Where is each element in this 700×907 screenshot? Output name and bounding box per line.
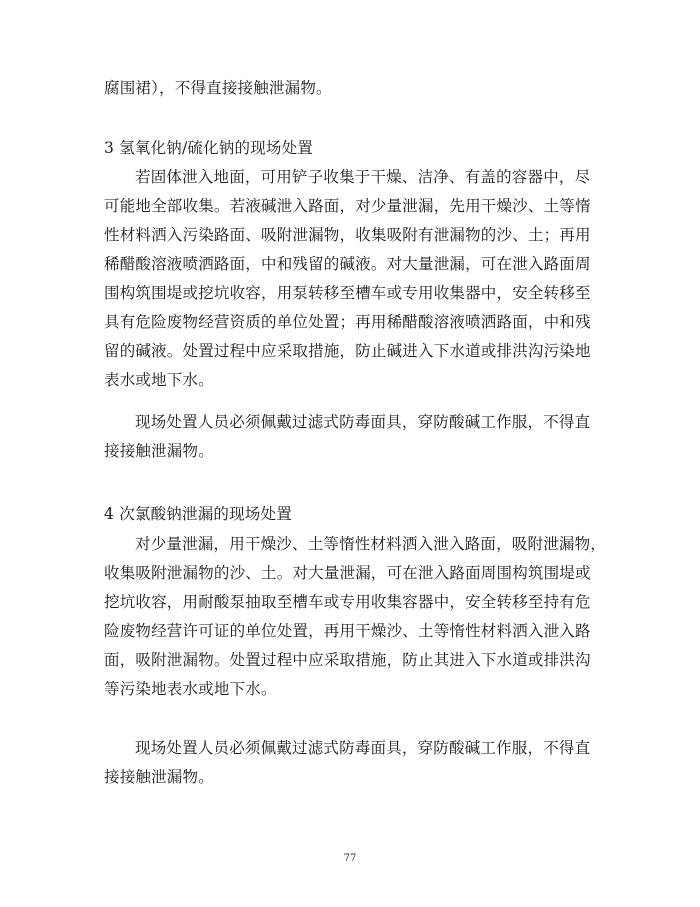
text-line: 性材料洒入污染路面、吸附泄漏物，收集吸附有泄漏物的沙、土；再用 xyxy=(104,226,591,244)
text-line: 险废物经营许可证的单位处置，再用干燥沙、土等惰性材料洒入泄入路 xyxy=(104,622,591,640)
text-line: 收集吸附泄漏物的沙、土。对大量泄漏，可在泄入路面周围构筑围堤或 xyxy=(104,564,591,582)
text-line: 现场处置人员必须佩戴过滤式防毒面具，穿防酸碱工作服，不得直 xyxy=(135,413,591,431)
text-line: 腐围裙），不得直接接触泄漏物。 xyxy=(104,79,332,97)
text-line: 具有危险废物经营资质的单位处置；再用稀醋酸溶液喷洒路面，中和残 xyxy=(104,313,591,331)
text-line: 面，吸附泄漏物。处置过程中应采取措施，防止其进入下水道或排洪沟 xyxy=(104,651,591,669)
text-line: 等污染地表水或地下水。 xyxy=(104,680,277,698)
section-heading-text: 4 次氯酸钠泄漏的现场处置 xyxy=(104,505,292,523)
intro-paragraph xyxy=(104,74,604,103)
section-heading-3 xyxy=(104,134,604,163)
text-line: 接接触泄漏物。 xyxy=(104,768,214,786)
text-line: 接接触泄漏物。 xyxy=(104,442,214,460)
section-heading-text: 3 氢氧化钠/硫化钠的现场处置 xyxy=(104,139,314,157)
section-heading-4 xyxy=(104,500,604,529)
text-line: 可能地全部收集。若液碱泄入路面，对少量泄漏，先用干燥沙、土等惰 xyxy=(104,197,591,215)
text-line: 挖坑收容，用耐酸泵抽取至槽车或专用收集容器中，安全转移至持有危 xyxy=(104,593,591,611)
text-line: 留的碱液。处置过程中应采取措施，防止碱进入下水道或排洪沟污染地 xyxy=(104,342,591,360)
text-line: 现场处置人员必须佩戴过滤式防毒面具，穿防酸碱工作服，不得直 xyxy=(135,739,591,757)
section-4-paragraph-2 xyxy=(104,734,604,792)
text-line: 若固体泄入地面，可用铲子收集于干燥、洁净、有盖的容器中，尽 xyxy=(135,168,591,186)
text-line: 对少量泄漏，用干燥沙、土等惰性材料洒入泄入路面，吸附泄漏物， xyxy=(135,535,607,553)
text-line: 围构筑围堤或挖坑收容，用泵转移至槽车或专用收集器中，安全转移至 xyxy=(104,284,591,302)
section-3-paragraph-2 xyxy=(104,408,604,466)
section-4-paragraph-1 xyxy=(104,530,607,704)
section-3-paragraph-1 xyxy=(104,163,604,395)
page-number: 77 xyxy=(343,853,357,864)
text-line: 表水或地下水。 xyxy=(104,371,214,389)
text-line: 稀醋酸溶液喷洒路面，中和残留的碱液。对大量泄漏，可在泄入路面周 xyxy=(104,255,591,273)
